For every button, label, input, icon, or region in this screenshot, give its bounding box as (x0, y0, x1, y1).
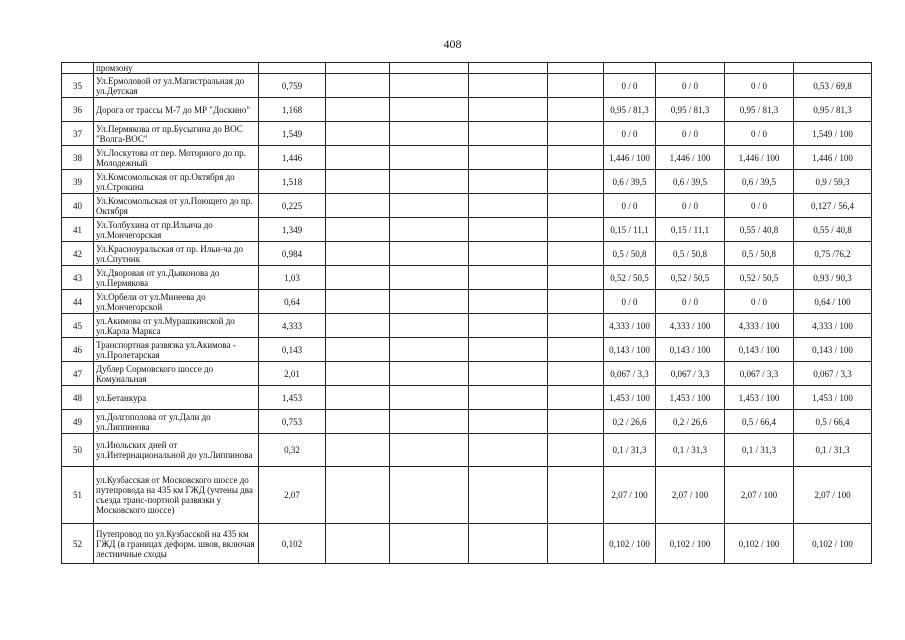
road-name: Ул.Комсомольская от ул.Поющего до пр. Октября (94, 194, 259, 218)
value-cell: 0,6 / 39,5 (656, 170, 725, 194)
value-cell: 1,446 / 100 (794, 146, 872, 170)
value-cell (390, 290, 469, 314)
value-cell (326, 290, 390, 314)
value-cell: 2,07 / 100 (656, 467, 725, 524)
value-cell: 0,95 / 81,3 (604, 98, 656, 122)
table-row (62, 386, 872, 410)
value-cell (326, 266, 390, 290)
value-cell: 1,446 / 100 (725, 146, 794, 170)
road-length: 1,446 (259, 146, 326, 170)
value-cell: 4,333 / 100 (656, 314, 725, 338)
value-cell: 0,2 / 26,6 (656, 410, 725, 434)
value-cell (326, 218, 390, 242)
value-cell (326, 194, 390, 218)
value-cell (390, 218, 469, 242)
value-cell: 1,453 / 100 (604, 386, 656, 410)
value-cell: 0,067 / 3,3 (794, 362, 872, 386)
value-cell (548, 194, 604, 218)
road-length: 0,64 (259, 290, 326, 314)
value-cell: 0,102 / 100 (604, 524, 656, 564)
value-cell (548, 74, 604, 98)
value-cell: 0,95 / 81,3 (794, 98, 872, 122)
value-cell: 0 / 0 (656, 122, 725, 146)
value-cell (725, 63, 794, 74)
value-cell: 1,446 / 100 (656, 146, 725, 170)
road-length: 0,102 (259, 524, 326, 564)
table-row (62, 467, 872, 524)
table-row (62, 524, 872, 564)
value-cell (390, 122, 469, 146)
value-cell (604, 63, 656, 74)
road-name: Ул.Орбели от ул.Минеева до ул.Мончегорской (94, 290, 259, 314)
value-cell (469, 146, 548, 170)
value-cell: 1,453 / 100 (656, 386, 725, 410)
value-cell (326, 524, 390, 564)
road-name: ул.Долгополова от ул.Дали до ул.Липпинова (94, 410, 259, 434)
value-cell (548, 122, 604, 146)
table-row (62, 63, 872, 74)
road-name: промзону (94, 63, 259, 74)
value-cell (548, 266, 604, 290)
value-cell: 0,067 / 3,3 (604, 362, 656, 386)
value-cell: 0,15 / 11,1 (656, 218, 725, 242)
row-number: 50 (62, 434, 94, 467)
value-cell: 0,52 / 50,5 (656, 266, 725, 290)
row-number: 44 (62, 290, 94, 314)
value-cell (548, 386, 604, 410)
table-row (62, 218, 872, 242)
value-cell (390, 524, 469, 564)
value-cell: 0,1 / 31,3 (656, 434, 725, 467)
value-cell (326, 338, 390, 362)
value-cell (469, 410, 548, 434)
value-cell (390, 386, 469, 410)
value-cell (469, 98, 548, 122)
value-cell: 4,333 / 100 (794, 314, 872, 338)
value-cell (794, 63, 872, 74)
value-cell (326, 386, 390, 410)
value-cell: 0,95 / 81,3 (725, 98, 794, 122)
road-length: 0,225 (259, 194, 326, 218)
value-cell: 0,1 / 31,3 (604, 434, 656, 467)
value-cell (469, 524, 548, 564)
value-cell (390, 314, 469, 338)
value-cell (390, 434, 469, 467)
value-cell (390, 146, 469, 170)
road-name: Путепровод по ул.Кузбасской на 435 км ГЖД (в границах деформ. швов, включая лестничные сходы (94, 524, 259, 564)
road-length: 0,753 (259, 410, 326, 434)
value-cell (390, 63, 469, 74)
value-cell (390, 74, 469, 98)
table-row (62, 266, 872, 290)
road-length: 2,01 (259, 362, 326, 386)
value-cell (390, 242, 469, 266)
row-number (62, 63, 94, 74)
value-cell (390, 194, 469, 218)
value-cell: 0,143 / 100 (656, 338, 725, 362)
value-cell (326, 434, 390, 467)
value-cell: 0,5 / 66,4 (725, 410, 794, 434)
value-cell: 0,5 / 50,8 (725, 242, 794, 266)
value-cell (548, 314, 604, 338)
value-cell (548, 290, 604, 314)
value-cell: 0,5 / 50,8 (604, 242, 656, 266)
road-name: Ул.Ермоловой от ул.Магистральная до ул.Детская (94, 74, 259, 98)
value-cell (548, 362, 604, 386)
value-cell: 0 / 0 (604, 122, 656, 146)
value-cell: 0 / 0 (656, 194, 725, 218)
value-cell: 0 / 0 (656, 290, 725, 314)
value-cell: 0,95 / 81,3 (656, 98, 725, 122)
value-cell: 0,143 / 100 (604, 338, 656, 362)
row-number: 48 (62, 386, 94, 410)
value-cell: 0,55 / 40,8 (725, 218, 794, 242)
road-length: 0,143 (259, 338, 326, 362)
value-cell: 0,9 / 59,3 (794, 170, 872, 194)
value-cell (656, 63, 725, 74)
table-row (62, 338, 872, 362)
value-cell: 0,6 / 39,5 (604, 170, 656, 194)
value-cell: 0 / 0 (604, 74, 656, 98)
road-name: Ул.Красноуральская от пр. Ильи-ча до ул.Спутник (94, 242, 259, 266)
road-length: 1,168 (259, 98, 326, 122)
table-row (62, 434, 872, 467)
value-cell: 2,07 / 100 (604, 467, 656, 524)
value-cell (469, 386, 548, 410)
road-length: 0,984 (259, 242, 326, 266)
table-row (62, 194, 872, 218)
value-cell (390, 410, 469, 434)
value-cell (390, 266, 469, 290)
value-cell: 2,07 / 100 (794, 467, 872, 524)
value-cell (469, 266, 548, 290)
row-number: 35 (62, 74, 94, 98)
value-cell (469, 122, 548, 146)
row-number: 38 (62, 146, 94, 170)
road-name: Дублер Сормовского шоссе до Комунальная (94, 362, 259, 386)
value-cell: 0,55 / 40,8 (794, 218, 872, 242)
value-cell: 0,64 / 100 (794, 290, 872, 314)
value-cell (326, 410, 390, 434)
value-cell (326, 98, 390, 122)
value-cell: 0,1 / 31,3 (794, 434, 872, 467)
road-name: Ул.Пермякова от пр.Бусыгина до ВОС "Волга-ВОС" (94, 122, 259, 146)
value-cell: 1,549 / 100 (794, 122, 872, 146)
value-cell: 0 / 0 (656, 74, 725, 98)
value-cell: 0,1 / 31,3 (725, 434, 794, 467)
value-cell: 0 / 0 (725, 290, 794, 314)
row-number: 41 (62, 218, 94, 242)
road-name: Ул.Дворовая от ул.Дьяконова до ул.Пермякова (94, 266, 259, 290)
row-number: 49 (62, 410, 94, 434)
row-number: 46 (62, 338, 94, 362)
road-name: ул.Бетанкура (94, 386, 259, 410)
road-length: 1,349 (259, 218, 326, 242)
road-name: Ул.Лоскутова от пер. Моторного до пр. Молодежный (94, 146, 259, 170)
row-number: 36 (62, 98, 94, 122)
value-cell: 0,15 / 11,1 (604, 218, 656, 242)
road-name: Транспортная развязка ул.Акимова - ул.Пролетарская (94, 338, 259, 362)
value-cell (469, 242, 548, 266)
value-cell: 0,75 /76,2 (794, 242, 872, 266)
row-number: 43 (62, 266, 94, 290)
road-length: 1,518 (259, 170, 326, 194)
value-cell (548, 338, 604, 362)
road-name: ул.Акимова от ул.Мурашкинской до ул.Карла Маркса (94, 314, 259, 338)
value-cell (390, 338, 469, 362)
table-row (62, 242, 872, 266)
table-row (62, 98, 872, 122)
value-cell (548, 467, 604, 524)
roads-table (61, 62, 872, 564)
value-cell: 1,446 / 100 (604, 146, 656, 170)
value-cell: 0 / 0 (725, 194, 794, 218)
value-cell: 0,5 / 50,8 (656, 242, 725, 266)
road-name: Ул.Комсомольская от пр.Октября до ул.Строкина (94, 170, 259, 194)
value-cell (548, 98, 604, 122)
table-row (62, 290, 872, 314)
row-number: 42 (62, 242, 94, 266)
value-cell (469, 63, 548, 74)
value-cell: 0,93 / 90,3 (794, 266, 872, 290)
value-cell (548, 63, 604, 74)
value-cell: 0,6 / 39,5 (725, 170, 794, 194)
value-cell: 0,53 / 69,8 (794, 74, 872, 98)
row-number: 51 (62, 467, 94, 524)
value-cell: 1,453 / 100 (725, 386, 794, 410)
value-cell (469, 338, 548, 362)
value-cell: 4,333 / 100 (725, 314, 794, 338)
row-number: 40 (62, 194, 94, 218)
table-row (62, 146, 872, 170)
value-cell (548, 218, 604, 242)
value-cell: 0 / 0 (725, 74, 794, 98)
value-cell: 0,52 / 50,5 (604, 266, 656, 290)
road-length: 4,333 (259, 314, 326, 338)
row-number: 52 (62, 524, 94, 564)
value-cell (469, 362, 548, 386)
road-name: Дорога от трассы М-7 до МР "Доскино" (94, 98, 259, 122)
value-cell (548, 410, 604, 434)
value-cell: 0,102 / 100 (725, 524, 794, 564)
value-cell (326, 146, 390, 170)
table-row (62, 74, 872, 98)
row-number: 37 (62, 122, 94, 146)
road-name: ул.Кузбасская от Московского шоссе до путепровода на 435 км ГЖД (учтены два съезда транс-портной развязки у Московского шоссе) (94, 467, 259, 524)
value-cell: 0 / 0 (725, 122, 794, 146)
table-row (62, 170, 872, 194)
value-cell (390, 98, 469, 122)
value-cell: 0,5 / 66,4 (794, 410, 872, 434)
value-cell (326, 242, 390, 266)
value-cell (326, 74, 390, 98)
value-cell: 0,127 / 56,4 (794, 194, 872, 218)
row-number: 45 (62, 314, 94, 338)
value-cell (548, 146, 604, 170)
road-name: ул.Июльских дней от ул.Интернациональной до ул.Липпинова (94, 434, 259, 467)
value-cell: 0,2 / 26,6 (604, 410, 656, 434)
value-cell (390, 362, 469, 386)
road-length: 1,549 (259, 122, 326, 146)
table-row (62, 314, 872, 338)
value-cell (326, 362, 390, 386)
value-cell (469, 467, 548, 524)
value-cell (326, 314, 390, 338)
value-cell (548, 170, 604, 194)
value-cell: 0,143 / 100 (725, 338, 794, 362)
value-cell: 0,067 / 3,3 (656, 362, 725, 386)
value-cell: 2,07 / 100 (725, 467, 794, 524)
row-number: 47 (62, 362, 94, 386)
value-cell (548, 434, 604, 467)
road-name: Ул.Толбухина от пр.Ильича до ул.Мончегорская (94, 218, 259, 242)
value-cell: 0,143 / 100 (794, 338, 872, 362)
value-cell (469, 194, 548, 218)
road-length (259, 63, 326, 74)
value-cell: 0,102 / 100 (656, 524, 725, 564)
value-cell: 0,067 / 3,3 (725, 362, 794, 386)
value-cell: 4,333 / 100 (604, 314, 656, 338)
table-row (62, 362, 872, 386)
row-number: 39 (62, 170, 94, 194)
value-cell (469, 74, 548, 98)
value-cell (326, 122, 390, 146)
value-cell (469, 434, 548, 467)
value-cell: 0 / 0 (604, 290, 656, 314)
value-cell: 1,453 / 100 (794, 386, 872, 410)
value-cell (390, 467, 469, 524)
table-row (62, 410, 872, 434)
value-cell (469, 314, 548, 338)
table-row (62, 122, 872, 146)
road-length: 0,32 (259, 434, 326, 467)
value-cell (326, 467, 390, 524)
value-cell (326, 63, 390, 74)
value-cell (469, 170, 548, 194)
road-length: 2,07 (259, 467, 326, 524)
road-length: 0,759 (259, 74, 326, 98)
road-length: 1,453 (259, 386, 326, 410)
value-cell (390, 170, 469, 194)
value-cell (469, 218, 548, 242)
value-cell: 0,102 / 100 (794, 524, 872, 564)
road-length: 1,03 (259, 266, 326, 290)
value-cell (469, 290, 548, 314)
value-cell (326, 170, 390, 194)
value-cell (548, 524, 604, 564)
value-cell (548, 242, 604, 266)
value-cell: 0,52 / 50,5 (725, 266, 794, 290)
page-number: 408 (443, 37, 462, 51)
value-cell: 0 / 0 (604, 194, 656, 218)
